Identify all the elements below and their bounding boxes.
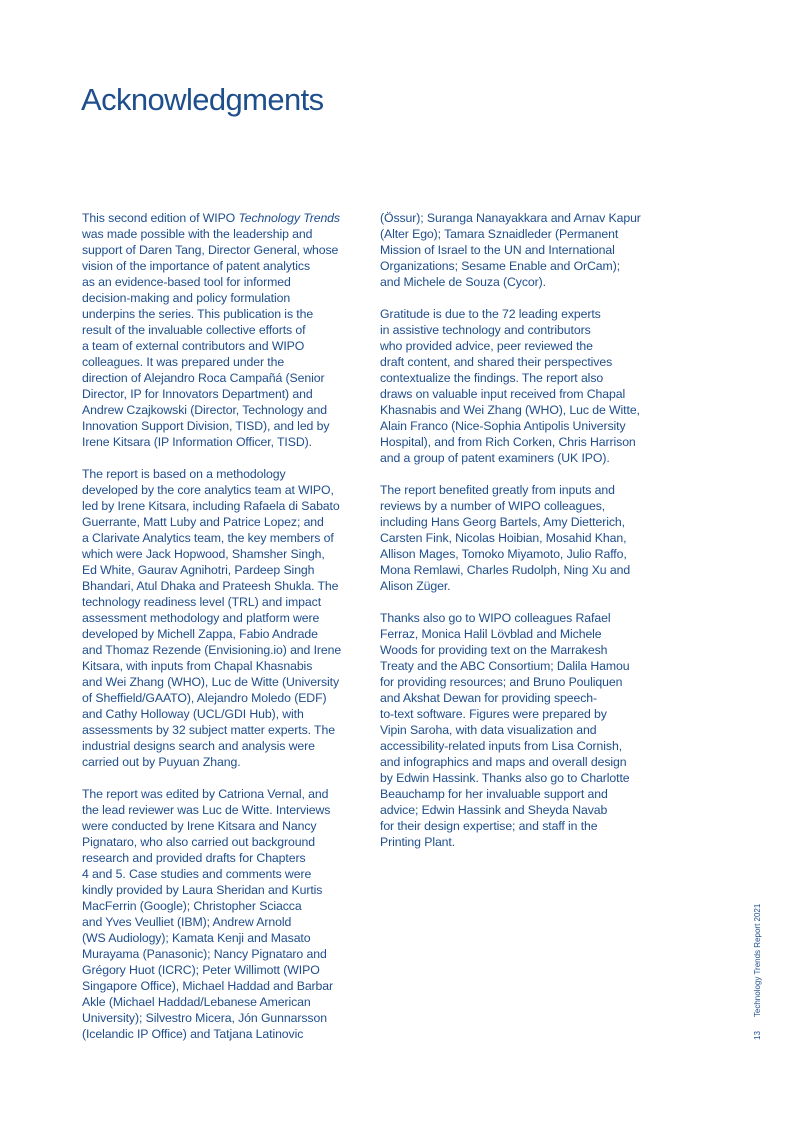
text-line: Khasnabis and Wei Zhang (WHO), Luc de Witte,	[380, 403, 640, 417]
text-line: (Alter Ego); Tamara Sznaidleder (Permanent	[380, 227, 619, 241]
text-line: Irene Kitsara (IP Information Officer, TISD).	[82, 435, 312, 449]
text-line: for providing resources; and Bruno Pouliquen	[380, 675, 623, 689]
text-line: underpins the series. This publication is the	[82, 307, 314, 321]
text-line: were conducted by Irene Kitsara and Nancy	[82, 819, 317, 833]
text-line: Printing Plant.	[380, 835, 456, 849]
page-number: 13	[753, 1031, 762, 1040]
text-line: Thanks also go to WIPO colleagues Rafael	[380, 611, 611, 625]
left-column	[82, 210, 374, 1058]
text-line: assessment methodology and platform were	[82, 611, 320, 625]
page-footer	[749, 903, 767, 1080]
text-line: Beauchamp for her invaluable support and	[380, 787, 608, 801]
paragraph-editing	[82, 786, 374, 1042]
text-line: Mission of Israel to the UN and International	[380, 243, 615, 257]
text-line: to-text software. Figures were prepared by	[380, 707, 607, 721]
text-line: technology readiness level (TRL) and impact	[82, 595, 322, 609]
text-line: Innovation Support Division, TISD), and led by	[82, 419, 330, 433]
text-line: direction of Alejandro Roca Campañá (Senior	[82, 371, 325, 385]
text-line: and Cathy Holloway (UCL/GDI Hub), with	[82, 707, 304, 721]
text-line: who provided advice, peer reviewed the	[380, 339, 593, 353]
text-line: Hospital), and from Rich Corken, Chris Harrison	[380, 435, 636, 449]
page-title: Acknowledgments	[81, 82, 324, 117]
text-line: as an evidence-based tool for informed	[82, 275, 291, 289]
text-line: colleagues. It was prepared under the	[82, 355, 285, 369]
text-line: Organizations; Sesame Enable and OrCam);	[380, 259, 621, 273]
text-line: contextualize the findings. The report also	[380, 371, 604, 385]
text-line: and a group of patent examiners (UK IPO).	[380, 451, 610, 465]
text-line: research and provided drafts for Chapters	[82, 851, 306, 865]
text-line: draft content, and shared their perspectives	[380, 355, 613, 369]
text-line: reviews by a number of WIPO colleagues,	[380, 499, 606, 513]
text-line: kindly provided by Laura Sheridan and Kurtis	[82, 883, 323, 897]
paragraph-gratitude	[380, 306, 676, 466]
text-line: which were Jack Hopwood, Shamsher Singh,	[82, 547, 325, 561]
paragraph-edition	[82, 210, 374, 450]
text-line: Bhandari, Atul Dhaka and Prateesh Shukla. The	[82, 579, 339, 593]
text-line: Ed White, Gaurav Agnihotri, Pardeep Singh	[82, 563, 315, 577]
text-line: Pignataro, who also carried out background	[82, 835, 316, 849]
text-line: industrial designs search and analysis were	[82, 739, 315, 753]
text-line: Singapore Office), Michael Haddad and Barbar	[82, 979, 334, 993]
text-line: decision-making and policy formulation	[82, 291, 291, 305]
text-line: Mona Remlawi, Charles Rudolph, Ning Xu and	[380, 563, 631, 577]
text-line: led by Irene Kitsara, including Rafaela di Sabato	[82, 499, 340, 513]
text-line: and Yves Veulliet (IBM); Andrew Arnold	[82, 915, 292, 929]
text-line: and Wei Zhang (WHO), Luc de Witte (University	[82, 675, 340, 689]
text-line: accessibility-related inputs from Lisa Cornish,	[380, 739, 623, 753]
text-line: Murayama (Panasonic); Nancy Pignataro and	[82, 947, 327, 961]
text-line: including Hans Georg Bartels, Amy Dietterich,	[380, 515, 625, 529]
text-line: for their design expertise; and staff in the	[380, 819, 598, 833]
text-line: Allison Mages, Tomoko Miyamoto, Julio Raffo,	[380, 547, 627, 561]
text-line: Kitsara, with inputs from Chapal Khasnabis	[82, 659, 313, 673]
paragraph-case-studies-cont	[380, 210, 676, 290]
text-line: Ferraz, Monica Halil Lövblad and Michele	[380, 627, 602, 641]
text-line: in assistive technology and contributors	[380, 323, 591, 337]
text-line: Alain Franco (Nice-Sophia Antipolis University	[380, 419, 626, 433]
text-line: Grégory Huot (ICRC); Peter Willimott (WIPO	[82, 963, 320, 977]
text-line: support of Daren Tang, Director General, whose	[82, 243, 339, 257]
text-line: of Sheffield/GAATO), Alejandro Moledo (EDF)	[82, 691, 327, 705]
paragraph-wipo-reviews	[380, 482, 676, 594]
text-line: 4 and 5. Case studies and comments were	[82, 867, 312, 881]
text-line: Carsten Fink, Nicolas Hoibian, Mosahid Khan,	[380, 531, 627, 545]
text-line: MacFerrin (Google); Christopher Sciacca	[82, 899, 302, 913]
text-line: developed by the core analytics team at WIPO,	[82, 483, 334, 497]
text-line: Vipin Saroha, with data visualization and	[380, 723, 597, 737]
text-line: Akle (Michael Haddad/Lebanese American	[82, 995, 311, 1009]
text-line: advice; Edwin Hassink and Sheyda Navab	[380, 803, 608, 817]
footer-vertical-text	[753, 904, 762, 1040]
text-line: The report benefited greatly from inputs and	[380, 483, 615, 497]
text-line: developed by Michell Zappa, Fabio Andrade	[82, 627, 318, 641]
text-line: University); Silvestro Micera, Jón Gunnarsson	[82, 1011, 327, 1025]
text-line: Gratitude is due to the 72 leading experts	[380, 307, 601, 321]
text-line: (Össur); Suranga Nanayakkara and Arnav Kapur	[380, 211, 641, 225]
publication-title-italic: Technology Trends	[238, 211, 340, 225]
paragraph-methodology	[82, 466, 374, 770]
text-line: by Edwin Hassink. Thanks also go to Charlotte	[380, 771, 630, 785]
text-line: Andrew Czajkowski (Director, Technology and	[82, 403, 327, 417]
text-line: Alison Züger.	[380, 579, 451, 593]
text-line: Guerrante, Matt Luby and Patrice Lopez; and	[82, 515, 324, 529]
text-line: was made possible with the leadership and	[82, 227, 313, 241]
text-line: This second edition of WIPO Technology Trends	[82, 211, 340, 225]
text-line: assessments by 32 subject matter experts. The	[82, 723, 335, 737]
text-line: carried out by Puyuan Zhang.	[82, 755, 241, 769]
publication-name: Technology Trends Report 2021	[753, 903, 762, 1018]
text-line: Woods for providing text on the Marrakesh	[380, 643, 608, 657]
text-line: Treaty and the ABC Consortium; Dalila Hamou	[380, 659, 630, 673]
right-column	[380, 210, 676, 866]
paragraph-thanks	[380, 610, 676, 850]
text-line: draws on valuable input received from Chapal	[380, 387, 626, 401]
text-line: and Akshat Dewan for providing speech-	[380, 691, 597, 705]
text-line: a team of external contributors and WIPO	[82, 339, 305, 353]
text-line: the lead reviewer was Luc de Witte. Interviews	[82, 803, 331, 817]
text-line: result of the invaluable collective efforts of	[82, 323, 306, 337]
text-line: and Michele de Souza (Cycor).	[380, 275, 546, 289]
text-line: and infographics and maps and overall design	[380, 755, 627, 769]
text-line: and Thomaz Rezende (Envisioning.io) and Irene	[82, 643, 342, 657]
text-line: (Icelandic IP Office) and Tatjana Latinovic	[82, 1027, 304, 1041]
text-line: vision of the importance of patent analytics	[82, 259, 311, 273]
text-line: Director, IP for Innovators Department) and	[82, 387, 313, 401]
text-line: The report is based on a methodology	[82, 467, 286, 481]
text-line: (WS Audiology); Kamata Kenji and Masato	[82, 931, 311, 945]
text-line: The report was edited by Catriona Vernal, and	[82, 787, 329, 801]
text-line: a Clarivate Analytics team, the key members of	[82, 531, 334, 545]
